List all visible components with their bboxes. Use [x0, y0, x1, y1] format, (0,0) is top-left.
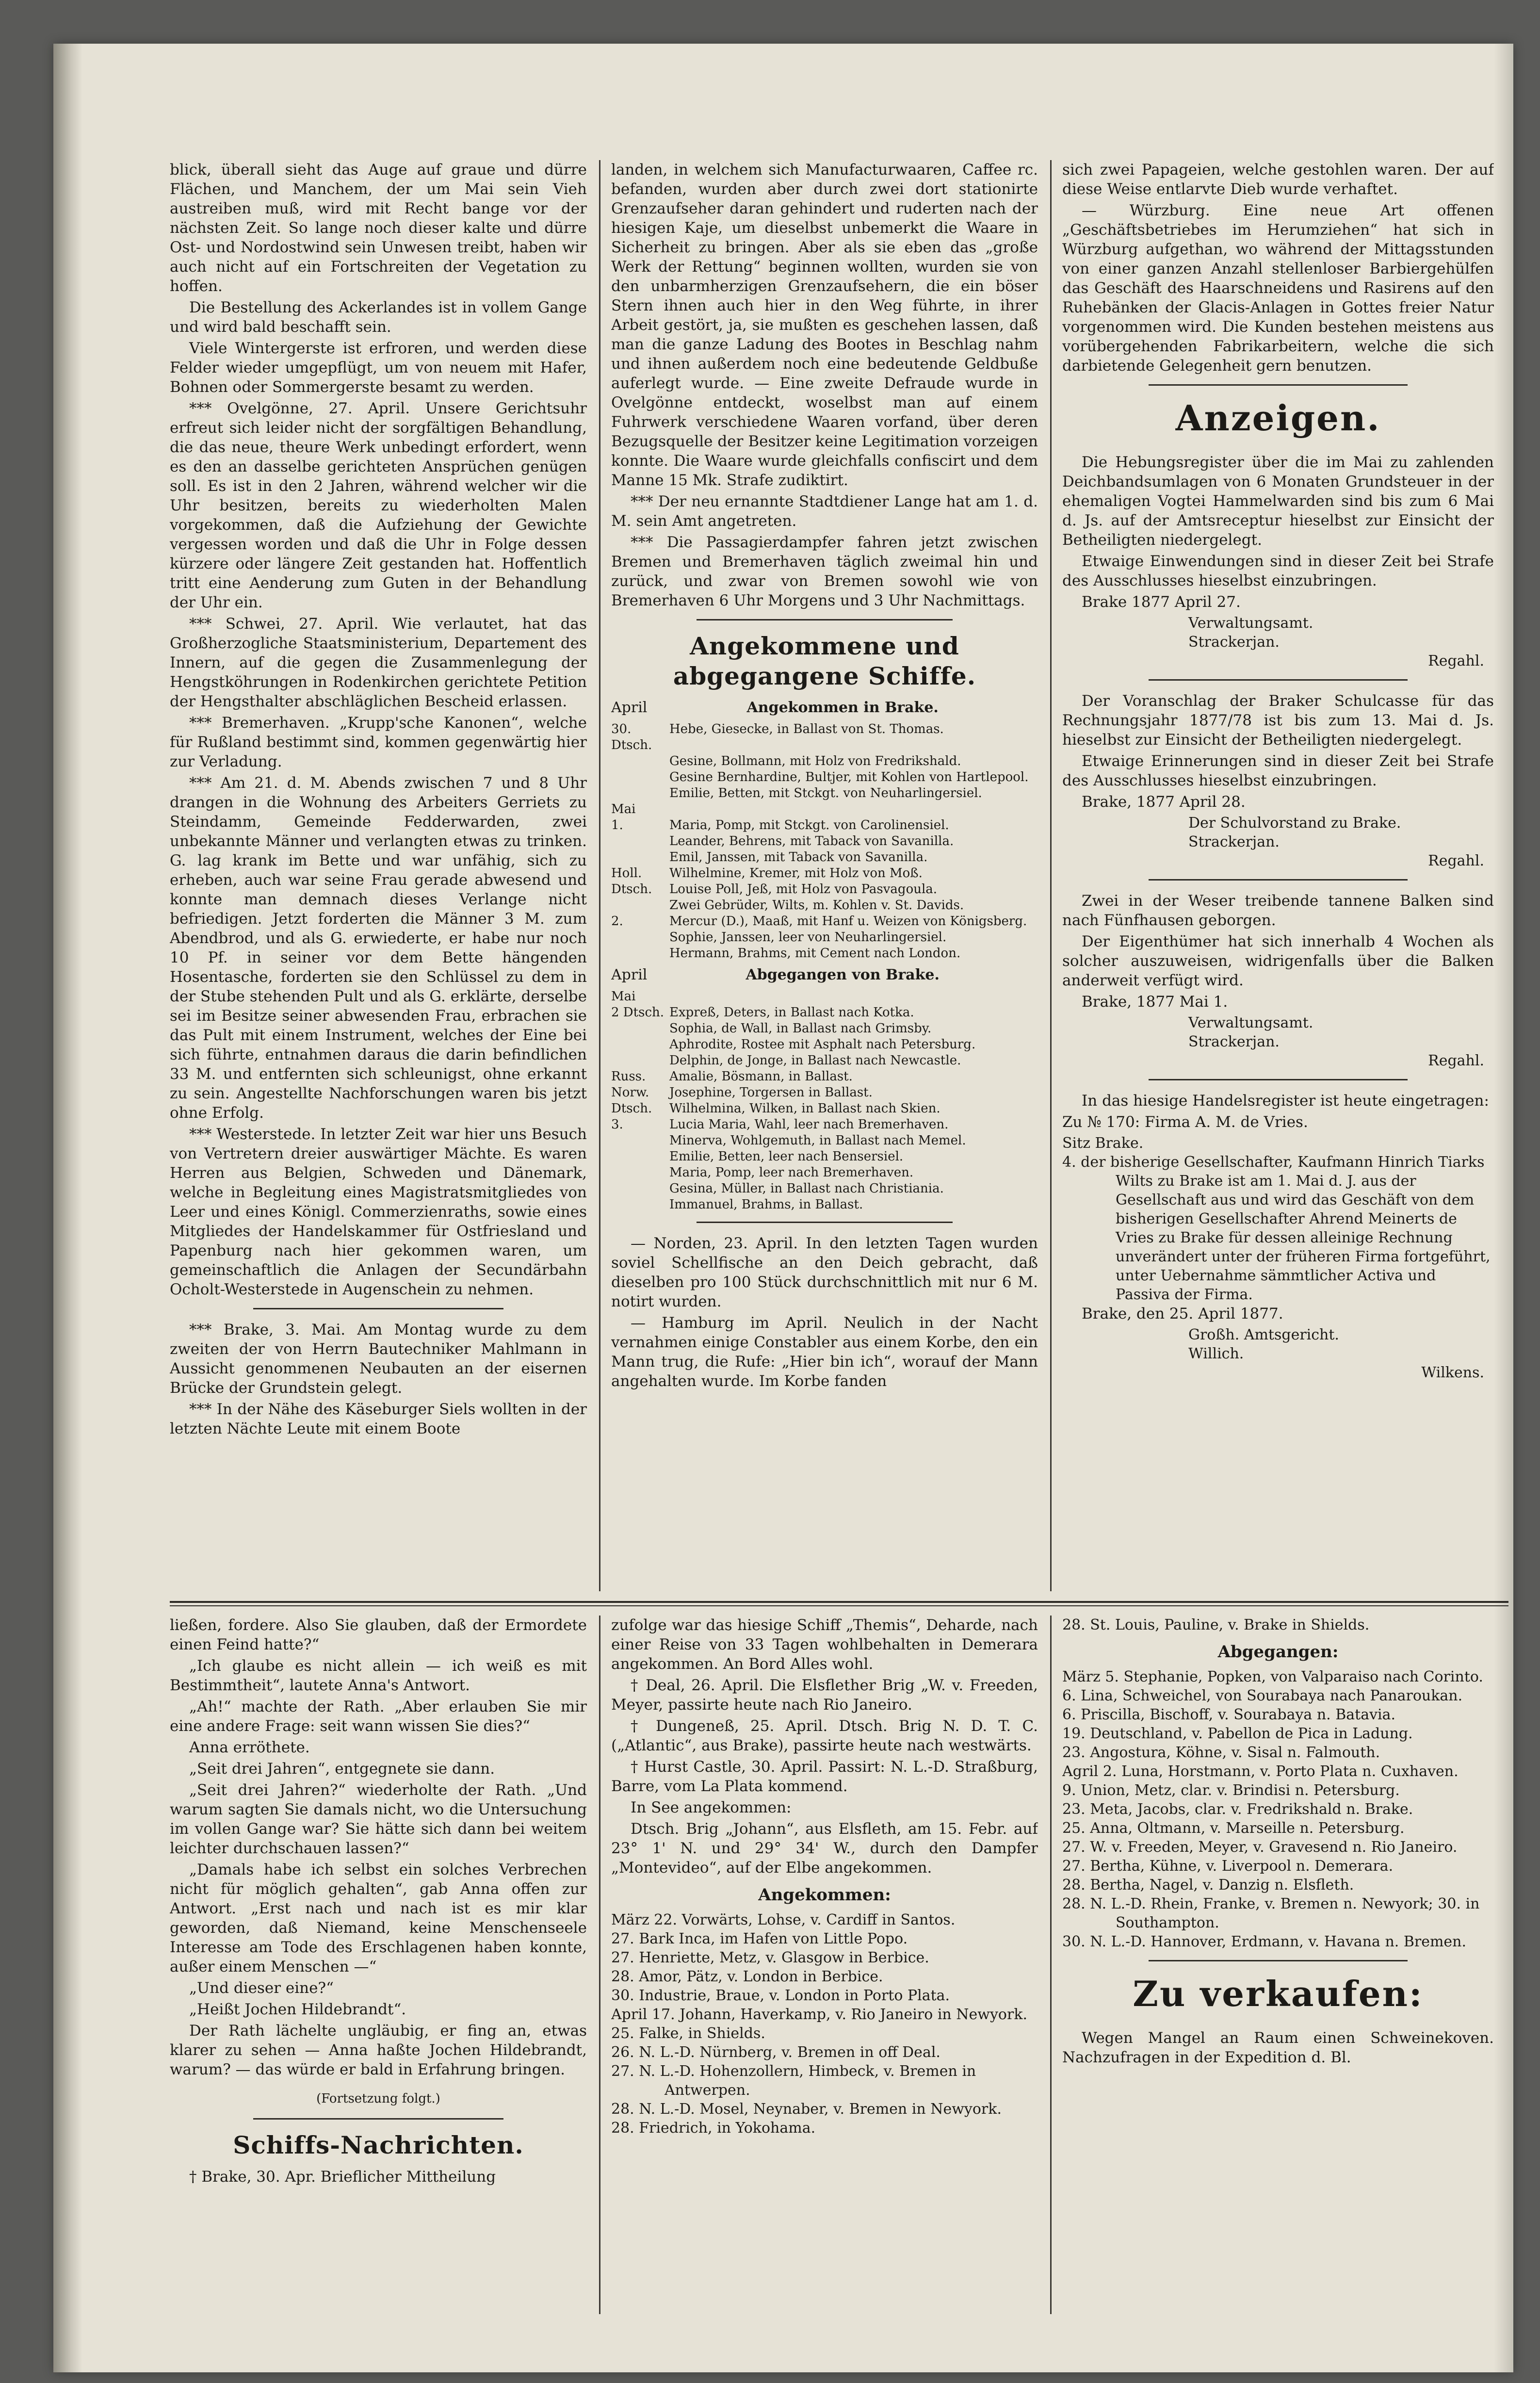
- ship-entry-date: Mai: [611, 989, 636, 1004]
- ship-entry-text: Gesina, Müller, in Ballast nach Christiania.: [669, 1181, 944, 1196]
- ship-entry-text: Lucia Maria, Wahl, leer nach Bremerhaven.: [669, 1117, 949, 1132]
- article-paragraph: *** Am 21. d. M. Abends zwischen 7 und 8 Uhr drangen in die Wohnung des Arbeiters Gerriets zu Steindamm, Gemeinde Fedderwarden, zwei unbekannte Männer und verlangten etwas zu trinken. G. lag krank im Bette und war unfähig, sich zu erheben, auch war seine Frau gerade abwesend und konnte man demnach dieses Verlange nicht befriedigen. Jetzt forderten die Männer 3 M. zum Abendbrod, und als G. erwiederte, er habe nur noch 10 Pf. in seiner vor dem Bette hängenden Hosentasche, forderten sie den Schlüssel zu dem in der Stube stehenden Pult und als G. erklärte, derselbe sei im Besitze seiner abwesenden Frau, erbrachen sie das Pult mit einem Instrument, welches der Eine bei sich führte, entnahmen daraus die darin befindlichen 33 M. und entfernten sich schleunigst, ohne erkannt zu sein. Angestellte Nachforschungen waren bis jetzt ohne Erfolg.: [170, 774, 587, 1122]
- article-paragraph: sich zwei Papageien, welche gestohlen waren. Der auf diese Weise entlarvte Dieb wurde verhaftet.: [1062, 161, 1494, 198]
- ship-list-title: Abgegangen von Brake.: [746, 966, 940, 983]
- bottom-column-1: [170, 1616, 587, 2314]
- top-column-3: [1062, 160, 1494, 1591]
- list-item: 27. Bertha, Kühne, v. Liverpool n. Demerara.: [1062, 1858, 1394, 1875]
- ship-entry-date: [611, 1197, 669, 1213]
- ship-entry-date: Russ.: [611, 1069, 646, 1084]
- ship-list-header: [611, 965, 1038, 985]
- ship-entry-date: [611, 1133, 669, 1149]
- article-paragraph: In See angekommen:: [631, 1799, 792, 1816]
- ship-list-month: April: [611, 966, 648, 983]
- list-item: 28. St. Louis, Pauline, v. Brake in Shields.: [1062, 1616, 1370, 1633]
- ship-entry: [611, 1053, 1038, 1069]
- ship-entry-text: Maria, Pomp, mit Stckgt. von Carolinensiel.: [669, 818, 949, 832]
- ship-entry-text: Aphrodite, Rostee mit Asphalt nach Petersburg.: [669, 1037, 976, 1052]
- ship-entry-date: [611, 769, 669, 785]
- ship-entry: [611, 1181, 1038, 1197]
- section-heading: Schiffs-Nachrichten.: [233, 2131, 524, 2159]
- ship-entry: [611, 721, 1038, 753]
- ship-entry: [611, 817, 1038, 833]
- ship-entry-text: Minerva, Wohlgemuth, in Ballast nach Memel.: [669, 1133, 966, 1148]
- list-item: 27. Henriette, Metz, v. Glasgow in Berbice.: [611, 1949, 929, 1966]
- list-item: Sitz Brake.: [1062, 1135, 1144, 1152]
- article-paragraph: landen, in welchem sich Manufacturwaaren, Caffee rc. befanden, wurden aber durch zwei dort stationirte Grenzaufseher daran gehindert und ruderten nach der hiesigen Kaje, um dieselbst unbemerkt die Waare in Sicherheit zu bringen. Aber als sie eben das „große Werk der Rettung“ beginnen wollten, wurden sie von den unbarmherzigen Grenzaufsehern, die ein böser Stern ihnen auch hier in den Weg führte, in ihrer Arbeit gestört, ja, sie mußten es geschehen lassen, daß man die ganze Ladung des Bootes in Beschlag nahm und ihnen außerdem noch eine bedeutende Geldbuße auferlegt wurde. — Eine zweite Defraude wurde in Ovelgönne entdeckt, woselbst man auf einem Fuhrwerk verschiedene Waaren vorfand, über deren Bezugsquelle der Besitzer keine Legitimation vorzeigen konnte. Die Waare wurde gleichfalls confiscirt und dem Manne 15 Mk. Strafe zudiktirt.: [611, 161, 1038, 489]
- article-paragraph: † Dungeneß, 25. April. Dtsch. Brig N. D. T. C. („Atlantic“, aus Brake), passirte heute nach westwärts.: [611, 1717, 1038, 1754]
- column-divider: [1050, 1616, 1052, 2314]
- list-item: 23. Meta, Jacobs, clar. v. Fredrikshald n. Brake.: [1062, 1801, 1413, 1818]
- ship-list-title: Angekommen in Brake.: [746, 699, 939, 716]
- article-paragraph: *** Bremerhaven. „Krupp'sche Kanonen“, welche für Rußland bestimmt sind, kommen gegenwärtig hier zur Verladung.: [170, 714, 587, 770]
- top-column-2: [611, 160, 1038, 1591]
- article-paragraph: *** Schwei, 27. April. Wie verlautet, hat das Großherzogliche Staatsministerium, Departement des Innern, auf die gegen die Zusammenlegung der Hengstköhrungen in Rodenkirchen gerichtete Petition der Hengsthalter abschläglichen Bescheid erlassen.: [170, 615, 587, 710]
- ship-entry: [611, 753, 1038, 769]
- article-paragraph: *** Der neu ernannte Stadtdiener Lange hat am 1. d. M. sein Amt angetreten.: [611, 493, 1038, 530]
- article-paragraph: Etwaige Erinnerungen sind in dieser Zeit bei Strafe des Ausschlusses hieselbst einzubringen.: [1062, 752, 1494, 789]
- ship-entry: [611, 801, 1038, 817]
- article-paragraph: „Ah!“ machte der Rath. „Aber erlauben Sie mir eine andere Frage: seit wann wissen Sie dies?“: [170, 1698, 587, 1735]
- signature-line: Der Schulvorstand zu Brake.: [1188, 815, 1401, 832]
- ship-entry-text: Hermann, Brahms, mit Cement nach London.: [669, 946, 961, 961]
- list-item: 28. N. L.-D. Rhein, Franke, v. Bremen n. Newyork; 30. in Southampton.: [1062, 1895, 1480, 1931]
- ship-entry: [611, 1021, 1038, 1037]
- article-paragraph: Die Hebungsregister über die im Mai zu zahlenden Deichbandsumlagen von 6 Monaten Grundsteuer in der ehemaligen Vogtei Hammelwarden sind bis zum 6 Mai d. Js. auf der Amtsreceptur hieselbst zur Einsicht der Betheiligten niedergelegt.: [1062, 454, 1494, 549]
- list-item: 27. W. v. Freeden, Meyer, v. Gravesend n. Rio Janeiro.: [1062, 1839, 1458, 1856]
- top-section: [170, 160, 1508, 1591]
- ship-entry: [611, 914, 1038, 930]
- list-item: März 5. Stephanie, Popken, von Valparaiso nach Corinto.: [1062, 1668, 1483, 1685]
- ship-entry: [611, 989, 1038, 1005]
- top-column-1: [170, 160, 587, 1591]
- ship-entry-date: [611, 898, 669, 914]
- ship-entry-text: Leander, Behrens, mit Taback von Savanilla.: [669, 834, 954, 849]
- ship-entry: [611, 1005, 1038, 1021]
- article-paragraph: — Norden, 23. April. In den letzten Tagen wurden soviel Schellfische an den Deich gebracht, daß dieselben pro 100 Stück durchschnittlich mit nur 6 M. notirt wurden.: [611, 1235, 1038, 1310]
- signature: Regahl.: [1428, 653, 1484, 669]
- list-item: 28. N. L.-D. Mosel, Neynaber, v. Bremen in Newyork.: [611, 2101, 1002, 2118]
- ship-entry: [611, 930, 1038, 946]
- article-paragraph: „Seit drei Jahren“, entgegnete sie dann.: [189, 1760, 495, 1778]
- ship-entry: [611, 769, 1038, 785]
- list-item: 6. Lina, Schweichel, von Sourabaya nach Panaroukan.: [1062, 1687, 1463, 1704]
- article-paragraph: *** Westerstede. In letzter Zeit war hier uns Besuch von Vertretern dreier auswärtiger Mächte. Es waren Herren aus Belgien, Schweden und Dänemark, welche in Begleitung eines Magistratsmitgliedes von Leer und eines Königl. Commerzienraths, sowie eines Mitgliedes der Handelskammer für Ostfriesland und Papenburg nach hier gekommen waren, um gemeinschaftlich die Anlagen der Secundärbahn Ocholt-Westerstede in Augenschein zu nehmen.: [170, 1126, 587, 1298]
- ship-entry-text: Sophie, Janssen, leer von Neuharlingersiel.: [669, 930, 947, 945]
- ship-entry: [611, 881, 1038, 898]
- article-paragraph: Zu № 170: Firma A. M. de Vries.: [1062, 1113, 1308, 1131]
- article-paragraph: Anna erröthete.: [189, 1739, 310, 1756]
- ship-entry-text: Delphin, de Jonge, in Ballast nach Newcastle.: [669, 1053, 961, 1068]
- ship-entry-text: Gesine Bernhardine, Bultjer, mit Kohlen von Hartlepool.: [669, 770, 1029, 784]
- page-edge-shadow: [1494, 44, 1513, 2372]
- list-item: 30. Industrie, Braue, v. London in Porto Plata.: [611, 1987, 950, 2004]
- signature: Regahl.: [1428, 1052, 1484, 1069]
- list-item: 25. Anna, Oltmann, v. Marseille n. Petersburg.: [1062, 1820, 1405, 1837]
- ship-entry: [611, 1197, 1038, 1213]
- article-paragraph: Wegen Mangel an Raum einen Schweinekoven. Nachzufragen in der Expedition d. Bl.: [1062, 2029, 1494, 2066]
- list-item: 19. Deutschland, v. Pabellon de Pica in Ladung.: [1062, 1725, 1413, 1742]
- ship-entry-text: Emilie, Betten, mit Stckgt. von Neuharlingersiel.: [669, 786, 982, 800]
- ship-entry-date: Mai: [611, 802, 636, 816]
- list-item: Agril 2. Luna, Horstmann, v. Porto Plata n. Cuxhaven.: [1062, 1763, 1459, 1780]
- ship-entry: [611, 1149, 1038, 1165]
- ship-entry: [611, 898, 1038, 914]
- ship-entry-text: Wilhelmina, Wilken, in Ballast nach Skien.: [669, 1101, 940, 1116]
- list-item: 4. der bisherige Gesellschafter, Kaufmann Hinrich Tiarks Wilts zu Brake ist am 1. Mai d. J. aus der Gesellschaft aus und wird das Geschäft von dem bisherigen Gesellschafter Ahrend Meinerts de Vries zu Brake für dessen alleinige Rechnung unverändert unter der früheren Firma fortgeführt, unter Uebernahme sämmtlicher Activa und Passiva der Firma.: [1062, 1154, 1491, 1303]
- list-item: 28. Bertha, Nagel, v. Danzig n. Elsfleth.: [1062, 1877, 1354, 1893]
- article-divider: [697, 1222, 953, 1223]
- ship-entry: [611, 785, 1038, 801]
- section-subheading: Angekommen:: [758, 1885, 891, 1905]
- section-rule: [170, 1605, 1508, 1606]
- article-paragraph: † Deal, 26. April. Die Elsflether Brig „W. v. Freeden, Meyer, passirte heute nach Rio Janeiro.: [611, 1677, 1038, 1714]
- ship-entry-date: [611, 930, 669, 946]
- list-item: 28. Friedrich, in Yokohama.: [611, 2120, 816, 2137]
- ship-entry-date: [611, 849, 669, 865]
- list-item: 26. N. L.-D. Nürnberg, v. Bremen in off Deal.: [611, 2044, 940, 2061]
- article-paragraph: *** Brake, 3. Mai. Am Montag wurde zu dem zweiten der von Herrn Bautechniker Mahlmann in Aussicht genommenen Neubauten an der eisernen Brücke der Grundstein gelegt.: [170, 1321, 587, 1397]
- article-paragraph: „Damals habe ich selbst ein solches Verbrechen nicht für möglich gehalten“, gab Anna offen zur Antwort. „Erst nach und nach ist es mir klar geworden, daß Niemand, keine Menschenseele Interesse am Tode des Erschlagenen haben konnte, außer einem Menschen —“: [170, 1861, 587, 1975]
- ship-entry-date: [611, 946, 669, 962]
- bottom-column-3: [1062, 1616, 1494, 2314]
- ship-entry: [611, 1037, 1038, 1053]
- ship-list-month: April: [611, 699, 648, 716]
- ship-entry-date: 30. Dtsch.: [611, 722, 652, 752]
- ship-entry-text: Amalie, Bösmann, in Ballast.: [669, 1069, 853, 1084]
- ship-entry: [611, 1133, 1038, 1149]
- ship-entry-text: Mercur (D.), Maaß, mit Hanf u. Weizen von Königsberg.: [669, 914, 1027, 929]
- article-paragraph: Der Rath lächelte ungläubig, er fing an, etwas klarer zu sehen — Anna haßte Jochen Hildebrandt, warum? — das würde er bald in Erfahrung bringen.: [170, 2022, 587, 2078]
- ship-entry-text: Louise Poll, Jeß, mit Holz von Pasvagoula.: [669, 882, 938, 897]
- ship-entry-date: [611, 833, 669, 849]
- ship-entry-text: [669, 801, 1038, 817]
- column-divider: [1050, 160, 1052, 1591]
- list-item: 23. Angostura, Köhne, v. Sisal n. Falmouth.: [1062, 1744, 1380, 1761]
- article-divider: [253, 2118, 503, 2120]
- signature-line: Willich.: [1188, 1345, 1244, 1362]
- signature-line: Strackerjan.: [1188, 1033, 1280, 1050]
- column-divider: [599, 160, 600, 1591]
- ship-entry: [611, 1101, 1038, 1117]
- ship-entry-date: [611, 1181, 669, 1197]
- article-paragraph: „Seit drei Jahren?“ wiederholte der Rath. „Und warum sagten Sie damals nicht, wo die Untersuchung im vollen Gange war? Sie hätte sich dann bei weitem leichter durchschauen lassen?“: [170, 1781, 587, 1857]
- ship-entry-date: Dtsch.: [611, 1101, 652, 1116]
- ship-entry: [611, 833, 1038, 849]
- article-paragraph: — Würzburg. Eine neue Art offenen „Geschäftsbetriebes im Herumziehen“ hat sich in Würzburg aufgethan, wo während der Mittagsstunden von einer ganzen Anzahl stellenloser Barbiergehülfen das Geschäft des Haarschneidens und Rasirens auf den Ruhebänken der Glacis-Anlagen in Gottes freier Natur vorgenommen wird. Die Kunden bestehen meistens aus vorübergehenden Fabrikarbeitern, welche die sich darbietende Gelegenheit gern benutzen.: [1062, 202, 1494, 375]
- column-divider: [599, 1616, 600, 2314]
- article-paragraph: „Und dieser eine?“: [189, 1979, 334, 1997]
- ship-entry-text: Emil, Janssen, mit Taback von Savanilla.: [669, 850, 928, 865]
- ship-entry: [611, 1085, 1038, 1101]
- article-paragraph: *** In der Nähe des Käseburger Siels wollten in der letzten Nächte Leute mit einem Boote: [170, 1401, 587, 1437]
- article-paragraph: † Brake, 30. Apr. Brieflicher Mittheilung: [189, 2168, 496, 2186]
- article-paragraph: Dtsch. Brig „Johann“, aus Elsfleth, am 15. Febr. auf 23° 1' N. und 29° 34' W., durch den Dampfer „Montevideo“, auf der Elbe angekommen.: [611, 1820, 1038, 1877]
- article-divider: [253, 1308, 503, 1309]
- article-paragraph: Die Bestellung des Ackerlandes ist in vollem Gange und wird bald beschafft sein.: [170, 299, 587, 336]
- article-paragraph: *** Die Passagierdampfer fahren jetzt zwischen Bremen und Bremerhaven täglich zweimal hin und zurück, und zwar von Bremen sowohl wie von Bremerhaven 6 Uhr Morgens und 3 Uhr Nachmittags.: [611, 534, 1038, 609]
- list-item: 27. N. L.-D. Hohenzollern, Himbeck, v. Bremen in Antwerpen.: [611, 2063, 976, 2099]
- article-paragraph: Brake 1877 April 27.: [1082, 593, 1241, 611]
- ship-entry-text: Emilie, Betten, leer nach Bensersiel.: [669, 1149, 904, 1164]
- section-heading: Anzeigen.: [1175, 397, 1381, 439]
- ship-entry-text: Hebe, Giesecke, in Ballast von St. Thomas.: [669, 722, 944, 736]
- article-paragraph: Brake, 1877 April 28.: [1082, 793, 1246, 811]
- ship-entry-text: Wilhelmine, Kremer, mit Holz von Moß.: [669, 866, 923, 881]
- section-heading: Angekommene und abgegangene Schiffe.: [673, 632, 976, 690]
- signature-line: Strackerjan.: [1188, 634, 1280, 651]
- article-paragraph: *** Ovelgönne, 27. April. Unsere Gerichtsuhr erfreut sich leider nicht der sorgfältigen Behandlung, die das neue, theure Werk unbedingt erfordert, wenn es den an dasselbe gerichteten Ansprüchen genügen soll. Es ist in den 2 Jahren, während welcher wir die Uhr besitzen, bereits zu wiederholten Malen vorgekommen, daß die Aufziehung der Gewichte vergessen worden und daß die Uhr in Folge dessen kürzere oder längere Zeit gestanden hat. Hoffentlich tritt eine Aenderung zum Guten in der Behandlung der Uhr ein.: [170, 400, 587, 611]
- ship-entry-text: Immanuel, Brahms, in Ballast.: [669, 1197, 863, 1212]
- ship-entry-date: [611, 1037, 669, 1053]
- article-divider: [1149, 1079, 1408, 1080]
- article-paragraph: Viele Wintergerste ist erfroren, und werden diese Felder wieder umgepflügt, um von neuem mit Hafer, Bohnen oder Sommergerste besamt zu werden.: [170, 340, 587, 396]
- ship-entry-date: 2 Dtsch.: [611, 1005, 665, 1020]
- list-item: 30. N. L.-D. Hannover, Erdmann, v. Havana n. Bremen.: [1062, 1933, 1467, 1950]
- article-paragraph: blick, überall sieht das Auge auf graue und dürre Flächen, und Manchem, der um Mai sein Vieh austreiben muß, wird mit Recht bange vor der nächsten Zeit. So lange noch dieser kalte und dürre Ost- und Nordostwind sein Unwesen treibt, haben wir auch nicht auf ein Fortschreiten der Vegetation zu hoffen.: [170, 161, 587, 295]
- article-paragraph: zufolge war das hiesige Schiff „Themis“, Deharde, nach einer Reise von 33 Tagen wohlbehalten in Demerara angekommen. An Bord Alles wohl.: [611, 1616, 1038, 1673]
- newspaper-page: [53, 44, 1513, 2372]
- list-item: 28. Amor, Pätz, v. London in Berbice.: [611, 1968, 883, 1985]
- article-divider: [1149, 679, 1408, 681]
- signature-line: Großh. Amtsgericht.: [1188, 1326, 1339, 1343]
- article-paragraph: ließen, fordere. Also Sie glauben, daß der Ermordete einen Feind hatte?“: [170, 1616, 587, 1653]
- article-paragraph: Der Eigenthümer hat sich innerhalb 4 Wochen als solcher auszuweisen, widrigenfalls über die Balken anderweit verfügt wird.: [1062, 933, 1494, 989]
- ship-entry-date: 2.: [611, 914, 623, 929]
- article-paragraph: „Ich glaube es nicht allein — ich weiß es mit Bestimmtheit“, lautete Anna's Antwort.: [170, 1657, 587, 1694]
- ship-entry-date: 3.: [611, 1117, 623, 1132]
- list-item: April 17. Johann, Haverkamp, v. Rio Janeiro in Newyork.: [611, 2006, 1028, 2023]
- ship-entry-date: Dtsch.: [611, 882, 652, 897]
- article-divider: [697, 619, 953, 620]
- ship-entry-date: [611, 1053, 669, 1069]
- article-paragraph: Etwaige Einwendungen sind in dieser Zeit bei Strafe des Ausschlusses hieselbst einzubringen.: [1062, 553, 1494, 589]
- ship-entry: [611, 1117, 1038, 1133]
- list-item: 25. Falke, in Shields.: [611, 2025, 765, 2042]
- article-divider: [1149, 879, 1408, 881]
- ship-list-header: [611, 698, 1038, 718]
- signature-line: Verwaltungsamt.: [1188, 1014, 1313, 1031]
- ship-entry-date: [611, 753, 669, 769]
- bottom-section: [170, 1616, 1508, 2314]
- bottom-column-2: [611, 1616, 1038, 2314]
- signature: Regahl.: [1428, 852, 1484, 869]
- ship-entry-date: 1.: [611, 818, 623, 832]
- list-item: 9. Union, Metz, clar. v. Brindisi n. Petersburg.: [1062, 1782, 1400, 1799]
- section-subheading: Abgegangen:: [1217, 1642, 1339, 1662]
- continuation-note: (Fortsetzung folgt.): [316, 2091, 440, 2106]
- ship-entry-text: Maria, Pomp, leer nach Bremerhaven.: [669, 1165, 914, 1180]
- section-heading: Zu verkaufen:: [1133, 1973, 1424, 2014]
- ship-entry: [611, 1165, 1038, 1181]
- list-item: 6. Priscilla, Bischoff, v. Sourabaya n. Batavia.: [1062, 1706, 1396, 1723]
- ship-entry-text: Sophia, de Wall, in Ballast nach Grimsby.: [669, 1021, 932, 1036]
- ship-entry-date: [611, 1021, 669, 1037]
- article-paragraph: In das hiesige Handelsregister ist heute eingetragen:: [1082, 1092, 1489, 1110]
- signature: Wilkens.: [1421, 1364, 1484, 1381]
- ship-entry-date: Norw.: [611, 1085, 649, 1100]
- section-rule: [170, 1601, 1508, 1603]
- ship-entry-date: [611, 1165, 669, 1181]
- list-item: März 22. Vorwärts, Lohse, v. Cardiff in Santos.: [611, 1911, 956, 1928]
- ship-entry: [611, 865, 1038, 881]
- ship-entry-text: Josephine, Torgersen in Ballast.: [669, 1085, 873, 1100]
- article-divider: [1149, 384, 1408, 386]
- article-paragraph: † Hurst Castle, 30. April. Passirt: N. L.-D. Straßburg, Barre, vom La Plata kommend.: [611, 1758, 1038, 1795]
- article-paragraph: Brake, 1877 Mai 1.: [1082, 993, 1228, 1011]
- ship-entry-text: Expreß, Deters, in Ballast nach Kotka.: [669, 1005, 914, 1020]
- ship-entry: [611, 946, 1038, 962]
- page-binding: [53, 44, 82, 2372]
- article-divider: [1149, 1960, 1408, 1961]
- signature-line: Strackerjan.: [1188, 833, 1280, 850]
- ship-entry: [611, 1069, 1038, 1085]
- ship-entry: [611, 849, 1038, 865]
- article-paragraph: Der Voranschlag der Braker Schulcasse für das Rechnungsjahr 1877/78 ist bis zum 13. Mai d. Js. hieselbst zur Einsicht der Betheiligten niedergelegt.: [1062, 692, 1494, 749]
- ship-entry-date: Holl.: [611, 866, 642, 881]
- ship-entry-date: [611, 1149, 669, 1165]
- signature-line: Verwaltungsamt.: [1188, 615, 1313, 632]
- ship-entry-text: Gesine, Bollmann, mit Holz von Fredrikshald.: [669, 754, 961, 768]
- article-paragraph: Zwei in der Weser treibende tannene Balken sind nach Fünfhausen geborgen.: [1062, 892, 1494, 929]
- article-paragraph: Brake, den 25. April 1877.: [1082, 1305, 1283, 1322]
- ship-entry-text: [669, 989, 1038, 1005]
- article-paragraph: „Heißt Jochen Hildebrandt“.: [189, 2001, 406, 2018]
- ship-entry-date: [611, 785, 669, 801]
- article-paragraph: — Hamburg im April. Neulich in der Nacht vernahmen einige Constabler aus einem Korbe, den ein Mann trug, die Rufe: „Hier bin ich“, worauf der Mann angehalten wurde. Im Korbe fanden: [611, 1314, 1038, 1390]
- ship-entry-text: Zwei Gebrüder, Wilts, m. Kohlen v. St. Davids.: [669, 898, 964, 913]
- list-item: 27. Bark Inca, im Hafen von Little Popo.: [611, 1930, 908, 1947]
